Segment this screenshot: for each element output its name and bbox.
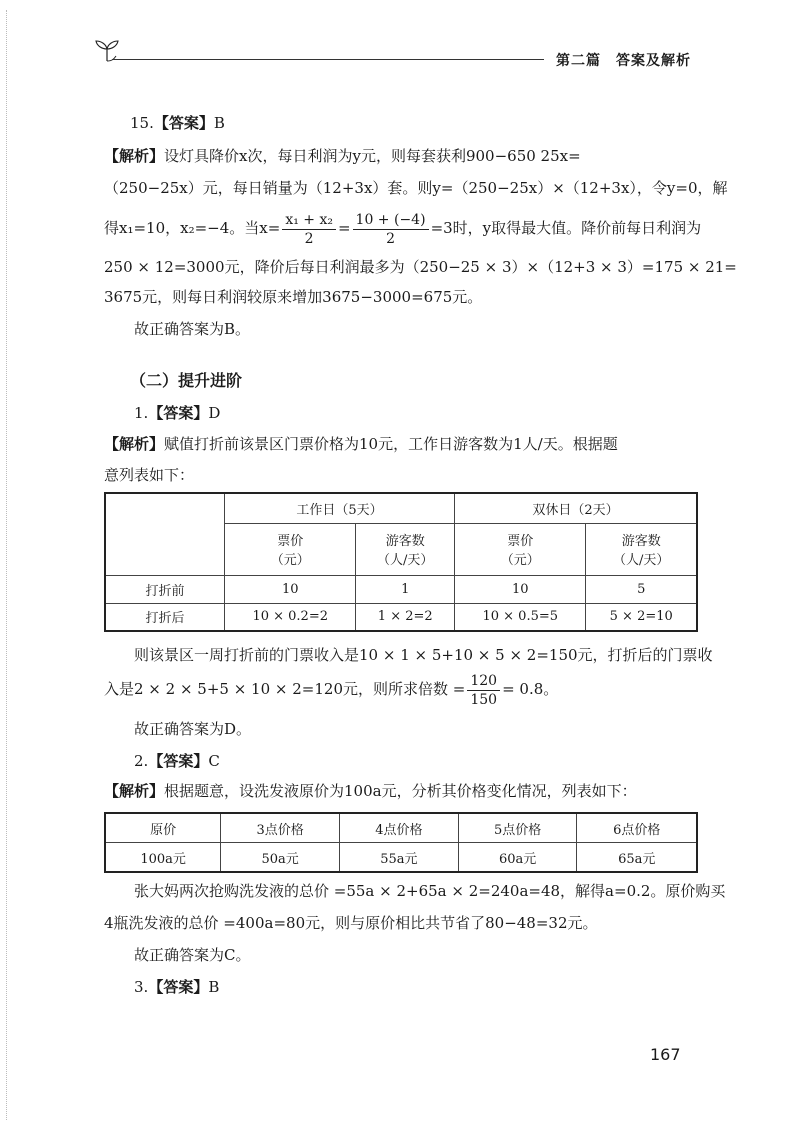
table-cell: 65a元 bbox=[577, 843, 697, 873]
table-cell: 10 × 0.2=2 bbox=[225, 603, 356, 631]
table-cell: 10 bbox=[225, 575, 356, 603]
q1-conclusion: 故正确答案为D。 bbox=[134, 720, 252, 738]
table-row bbox=[105, 575, 697, 603]
q15-conclusion: 故正确答案为B。 bbox=[134, 320, 251, 338]
q15-number: 15. bbox=[130, 114, 154, 132]
table-cell: 1 bbox=[356, 575, 455, 603]
table-cell: 5 bbox=[586, 575, 697, 603]
q2-conclusion: 故正确答案为C。 bbox=[134, 946, 251, 964]
table-header-cell: 原价 bbox=[105, 813, 221, 843]
table-cell: 5 × 2=10 bbox=[586, 603, 697, 631]
fraction: $\frac{120}{150}$ bbox=[467, 672, 500, 709]
q15-analysis-line-2: （250−25x）元，每日销量为（12+3x）套。则y=（250−25x）×（12+3x），令y=0，解 bbox=[104, 179, 728, 197]
table-sub-header: 游客数 （人/天） bbox=[586, 523, 697, 575]
q3-answer-line: 3.【答案】B bbox=[134, 978, 220, 996]
header-title: 第二篇 答案及解析 bbox=[556, 53, 691, 69]
q15-answer-line bbox=[130, 112, 225, 134]
table-sub-header: 票价 （元） bbox=[225, 523, 356, 575]
binding-margin bbox=[6, 10, 8, 1120]
header-rule bbox=[112, 59, 544, 60]
q1-analysis-line-2: 意列表如下： bbox=[104, 466, 195, 484]
shampoo-price-table bbox=[104, 812, 698, 873]
q15-analysis-label: 【解析】 bbox=[104, 147, 165, 165]
q15-analysis-line-5: 3675元，则每日利润较原来增加3675−3000=675元。 bbox=[104, 288, 483, 306]
q15-answer: B bbox=[213, 114, 225, 132]
table-group-header: 双休日（2天） bbox=[455, 493, 697, 523]
q1-answer-line: 1.【答案】D bbox=[134, 404, 221, 422]
table-header-cell: 4点价格 bbox=[340, 813, 459, 843]
q2-analysis-line-2: 张大妈两次抢购洗发液的总价 =55a × 2+65a × 2=240a=48，解得a=0.2。原价购买 bbox=[134, 882, 726, 900]
table-header-cell: 5点价格 bbox=[458, 813, 577, 843]
table-cell: 10 × 0.5=5 bbox=[455, 603, 586, 631]
row-label: 打折后 bbox=[105, 603, 225, 631]
table-cell: 10 bbox=[455, 575, 586, 603]
table-cell: 100a元 bbox=[105, 843, 221, 873]
table-header-cell: 3点价格 bbox=[221, 813, 340, 843]
fraction: $\frac{10 + (-4)}{2}$ bbox=[353, 211, 429, 248]
table-cell: 50a元 bbox=[221, 843, 340, 873]
row-label: 打折前 bbox=[105, 575, 225, 603]
table-group-header: 工作日（5天） bbox=[225, 493, 455, 523]
table-row bbox=[105, 603, 697, 631]
page-number: 167 bbox=[650, 1045, 681, 1064]
table-sub-header: 票价 （元） bbox=[455, 523, 586, 575]
table-cell: 55a元 bbox=[340, 843, 459, 873]
q1-analysis-line-1: 【解析】赋值打折前该景区门票价格为10元，工作日游客数为1人/天。根据题 bbox=[104, 435, 618, 453]
table-header-cell: 6点价格 bbox=[577, 813, 697, 843]
table-cell: 1 × 2=2 bbox=[356, 603, 455, 631]
q15-analysis-line-3: 得x₁=10，x₂=−4。当x= $\frac{\text{x₁ + x₂}}{2}$ = $\frac{10 + (-4)}{2}$ =3时，y取得最大值。降价前每日利润为 bbox=[104, 211, 702, 247]
table-sub-header: 游客数 （人/天） bbox=[356, 523, 455, 575]
q2-analysis-line-1: 【解析】根据题意，设洗发液原价为100a元，分析其价格变化情况，列表如下： bbox=[104, 782, 637, 800]
ticket-price-table bbox=[104, 492, 698, 632]
q2-analysis-line-3: 4瓶洗发液的总价 =400a=80元，则与原价相比共节省了80−48=32元。 bbox=[104, 914, 598, 932]
table-cell: 60a元 bbox=[458, 843, 577, 873]
q15-analysis-line-4: 250 × 12=3000元，降价后每日利润最多为（250−25 × 3）×（12+3 × 3）=175 × 21= bbox=[104, 258, 737, 276]
q2-answer-line: 2.【答案】C bbox=[134, 752, 220, 770]
q15-answer-label: 【答案】 bbox=[153, 114, 214, 132]
fraction: $\frac{\text{x₁ + x₂}}{2}$ bbox=[282, 211, 336, 248]
q15-analysis-line-1: 【解析】设灯具降价x次，每日利润为y元，则每套获利900−650 25x= bbox=[104, 147, 581, 165]
section-title: （二）提升进阶 bbox=[130, 371, 243, 390]
q1-analysis-line-3: 则该景区一周打折前的门票收入是10 × 1 × 5+10 × 5 × 2=150元，打折后的门票收 bbox=[134, 646, 713, 664]
q1-analysis-line-4: 入是2 × 2 × 5+5 × 10 × 2=120元，则所求倍数 = $\frac{120}{150}$ = 0.8。 bbox=[104, 672, 559, 708]
table-header-row bbox=[105, 813, 697, 843]
table-corner-cell bbox=[105, 493, 225, 575]
table-row bbox=[105, 843, 697, 873]
